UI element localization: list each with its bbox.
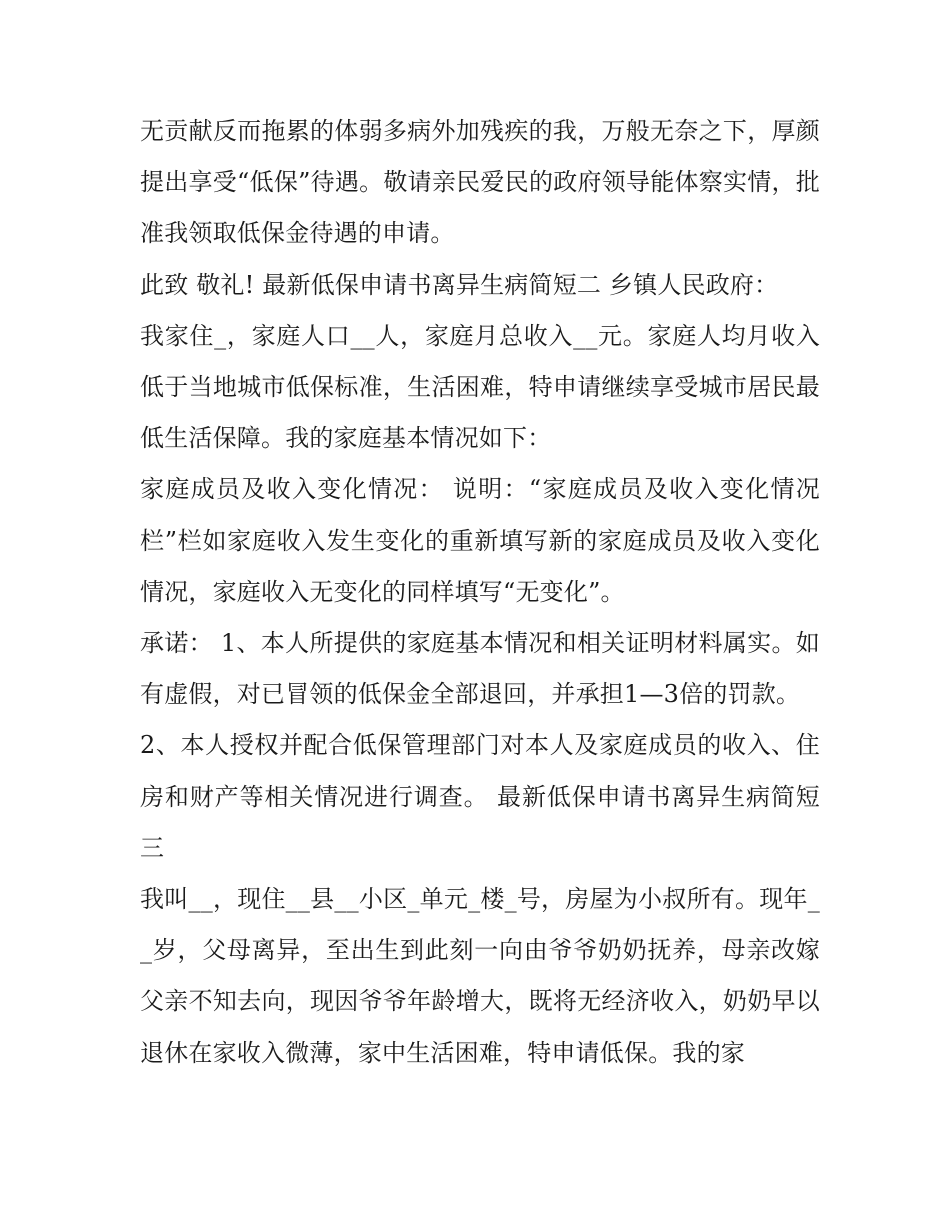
document-body — [140, 106, 820, 1079]
paragraph-3: 我家住_，家庭人口__人，家庭月总收入__元。家庭人均月收入低于当地城市低保标准，生活困难，特申请继续享受城市居民最低生活保障。我的家庭基本情况如下： — [140, 321, 820, 453]
paragraph-2: 此致 敬礼! 最新低保申请书离异生病简短二 乡镇人民政府： — [140, 270, 779, 299]
paragraph-6: 2、本人授权并配合低保管理部门对本人及家庭成员的收入、住房和财产等相关情况进行调查。 最新低保申请书离异生病简短三 — [140, 731, 820, 862]
paragraph-7: 我叫__，现住__县__小区_单元_楼_号，房屋为小叔所有。现年__岁，父母离异，至出生到此刻一向由爷爷奶奶抚养，母亲改嫁父亲不知去向，现因爷爷年龄增大，既将无经济收入，奶奶早以退休在家收入微薄，家中生活困难，特申请低保。我的家 — [140, 885, 820, 1067]
paragraph-4: 家庭成员及收入变化情况： 说明：“家庭成员及收入变化情况栏”栏如家庭收入发生变化的重新填写新的家庭成员及收入变化情况，家庭收入无变化的同样填写“无变化”。 — [140, 475, 820, 606]
paragraph-1: 无贡献反而拖累的体弱多病外加残疾的我，万般无奈之下，厚颜提出享受“低保”待遇。敬请亲民爱民的政府领导能体察实情，批准我领取低保金待遇的申请。 — [140, 117, 820, 248]
paragraph-5: 承诺： 1、本人所提供的家庭基本情况和相关证明材料属实。如有虚假，对已冒领的低保金全部退回，并承担1—3倍的罚款。 — [140, 629, 820, 709]
